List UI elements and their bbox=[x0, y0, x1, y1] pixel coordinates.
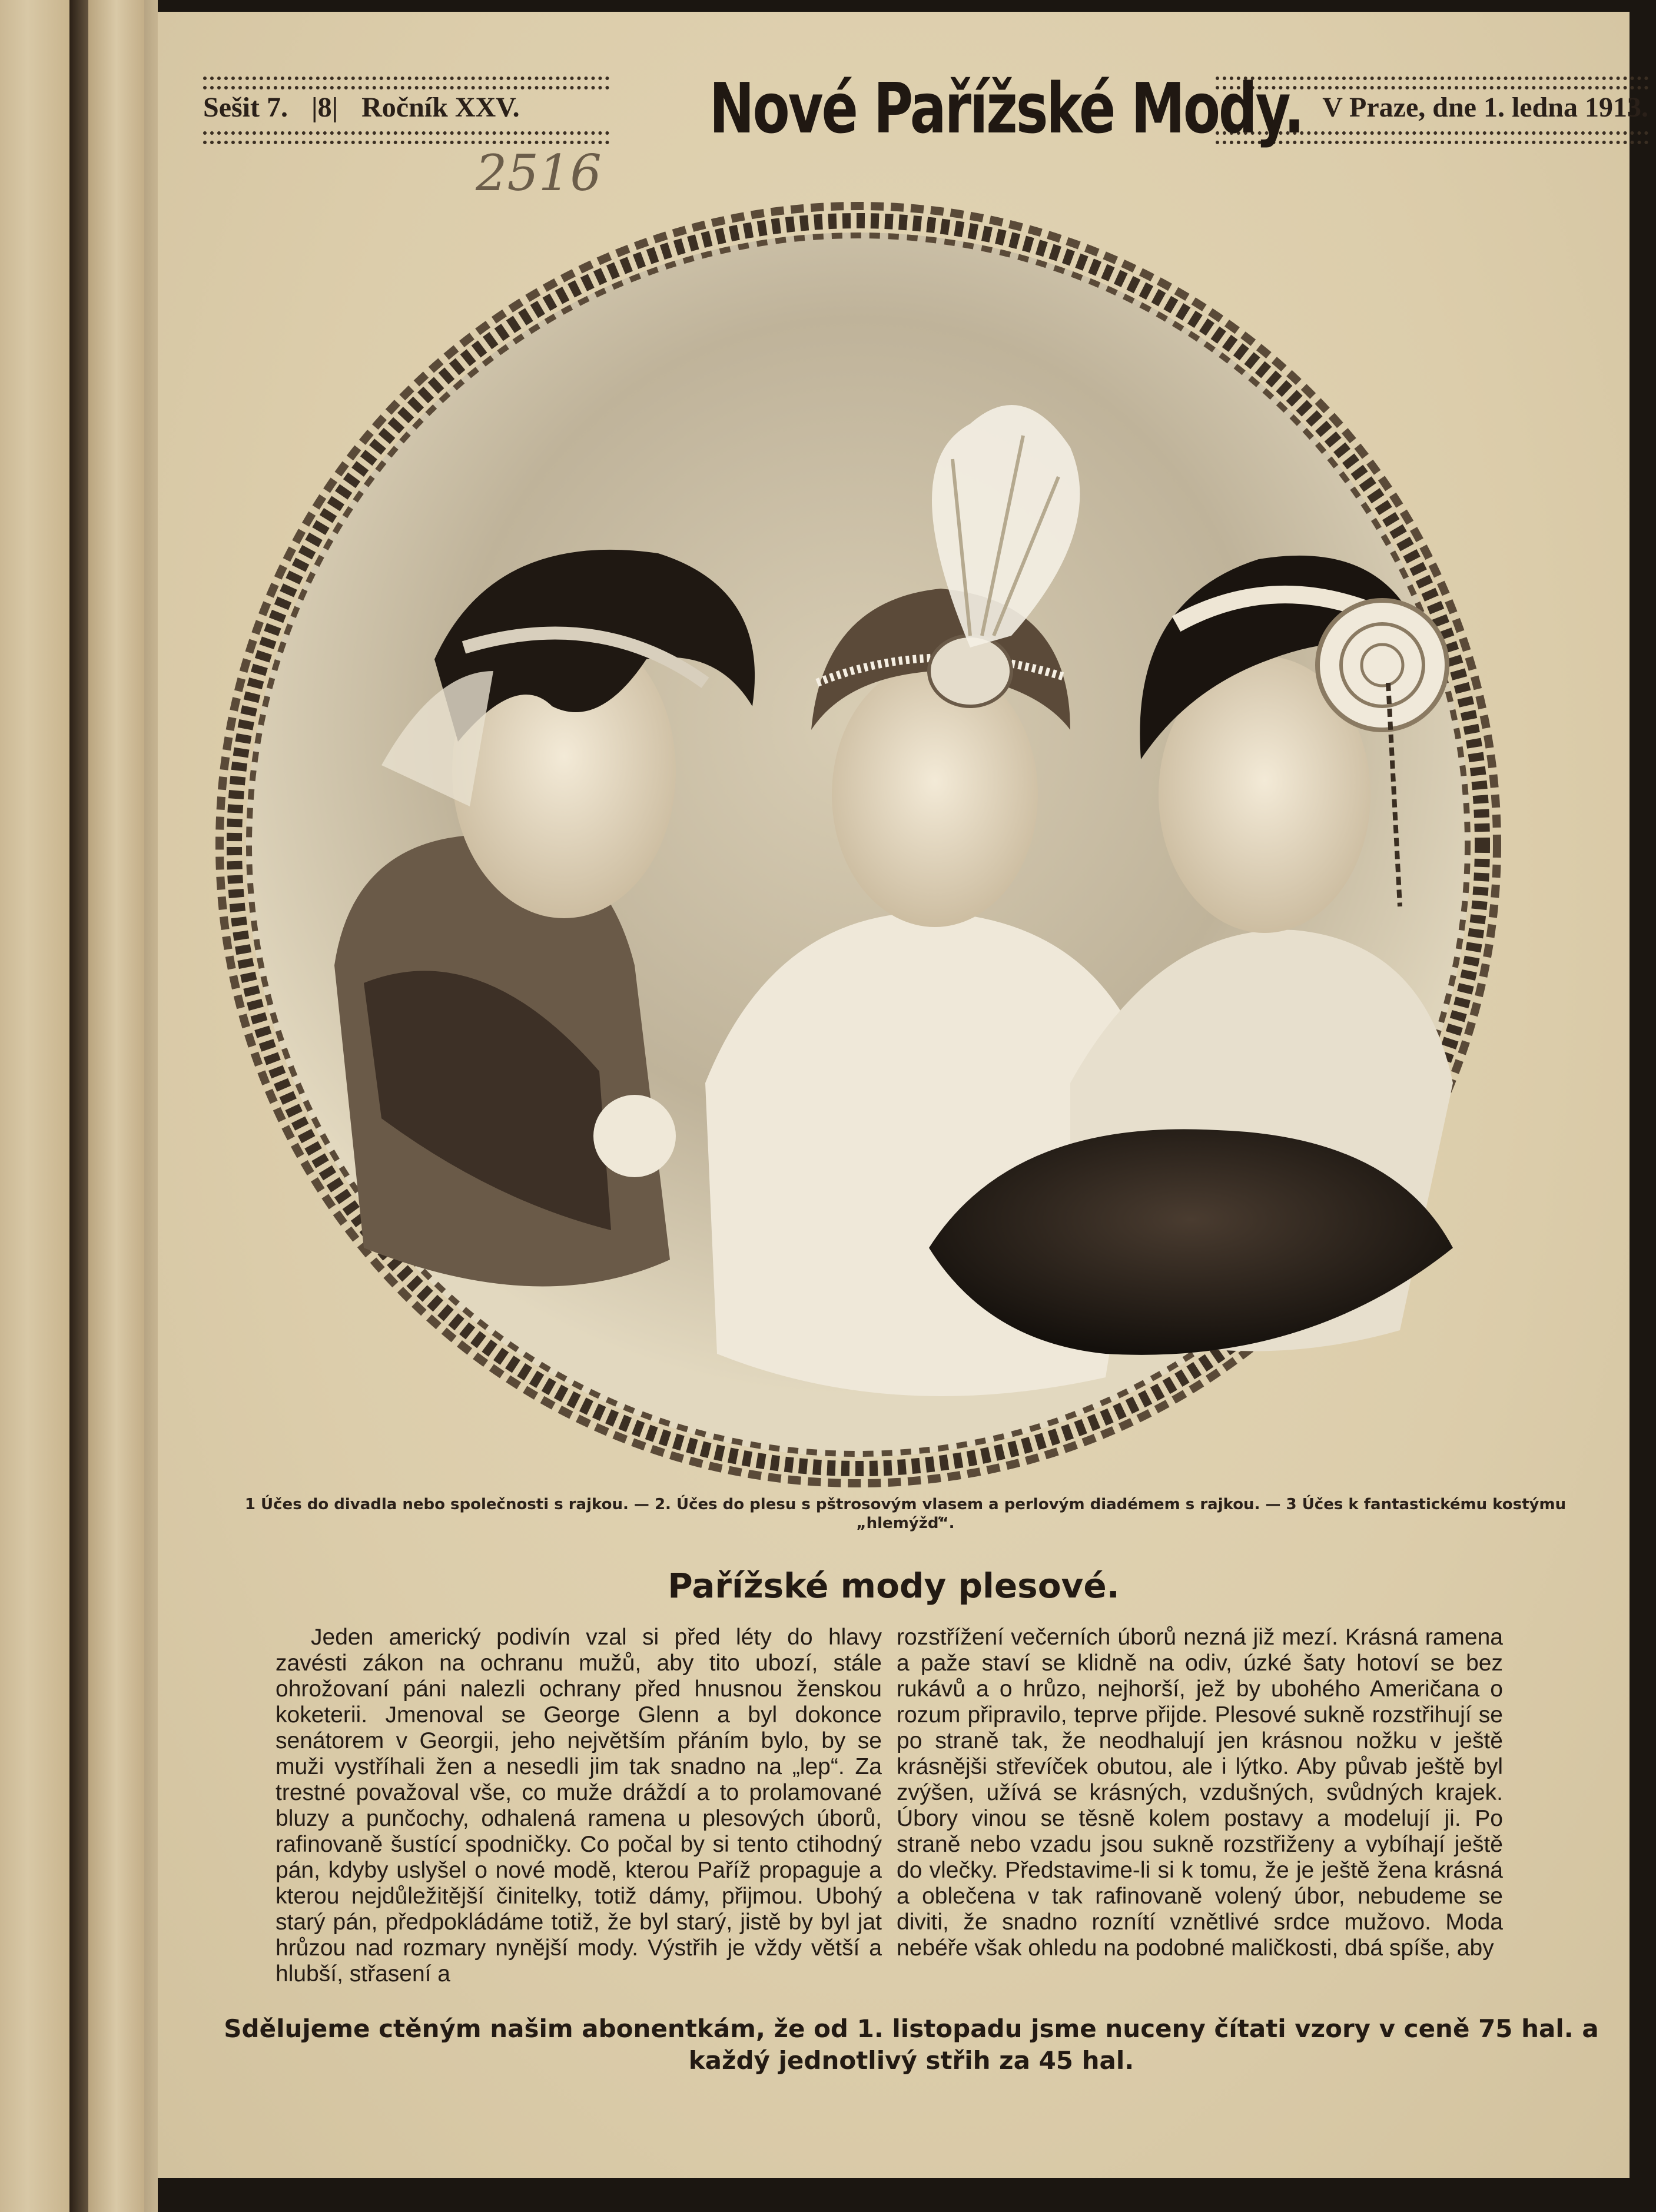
article-column-right bbox=[897, 1625, 1503, 1961]
dateline: V Praze, dne 1. ledna 1913. bbox=[1322, 92, 1648, 123]
book-spine bbox=[88, 0, 144, 2212]
handwritten-annotation: 2516 bbox=[476, 144, 602, 202]
masthead-rule-left-top bbox=[203, 77, 609, 89]
sheet-number: |8| bbox=[311, 92, 338, 123]
masthead bbox=[203, 56, 1648, 174]
masthead-rule-left-bottom bbox=[203, 131, 609, 144]
article-paragraph: Jeden americký podivín vzal si před léty do hlavy zavésti zákon na ochranu mužů, aby tito ubozí, stále ohrožovaní páni nalezli ochrany před hnusnou ženskou koketerii. Jmenoval se George Glenn a byl dokonce senátorem v Georgii, jeho největším přáním bylo, by se muži vystříhali žen a nesedli jim tak snadno na „lep“. Za trestné považoval vše, co muže dráždí a to prolamované bluzy a punčochy, odhalená ramena u plesových úborů, rafinovaně šustící spodničky. Co počal by si tento ctihodný pán, kdyby uslyšel o nové modě, kterou Paříž propaguje a kterou nejdůležitější činitelky, totiž dámy, přijmou. Ubohý starý pán, předpokládáme totiž, že byl starý, jistě by byl jat hrůzou nad rozmary nynější mody. Výstřih je vždy větší a hlubší, střasení a bbox=[276, 1625, 882, 1987]
subscriber-notice: Sdělujeme ctěným našim abonentkám, že od 1. listopadu jsme nuceny čítati vzory v ceně 75 hal. a každý jednotlivý střih za 45 hal. bbox=[224, 2014, 1599, 2075]
illustration-caption: 1 Účes do divadla nebo společnosti s rajkou. — 2. Účes do plesu s pštrosovým vlasem a perlovým diadémem s rajkou. — 3 Účes k fantastickému kostýmu „hlemýžď“. bbox=[244, 1496, 1567, 1532]
article-paragraph: rozstřížení večerních úborů nezná již mezí. Krásná ramena a paže staví se klidně na odiv, úzké šaty hotoví se bez rukávů a o hrůzo, nejhorší, jež by ubohého Američana o rozum připravilo, teprve přijde. Plesové sukně rozstřihují se po straně tak, že neodhalují jen krásnou nožku v ještě krásnějši střevíček obutou, ale i lýtko. Aby půvab ještě byl zvýšen, užívá se krásných, vzdušných, svůdných krajek. Úbory vinou se těsně kolem postavy a modelují ji. Po straně nebo vzadu jsou sukně rozstřiženy a vybíhají ještě do vlečky. Představime-li si k tomu, že je ještě žena krásná a oblečena v tak rafinovaně volený úbor, nebudeme se diviti, že snadno roznítí vznětlivé srdce mužovo. Moda nebéře však ohledu na podobné maličkosti, dbá spíše, aby bbox=[897, 1625, 1503, 1961]
adjacent-page-edge bbox=[0, 0, 69, 2212]
volume-number: Ročník XXV. bbox=[361, 92, 520, 123]
hairstyle-illustration bbox=[187, 200, 1529, 1513]
article-title: Pařížské mody plesové. bbox=[668, 1566, 1120, 1606]
magazine-page bbox=[158, 12, 1648, 2178]
masthead-issue-info bbox=[203, 91, 536, 124]
article-column-left bbox=[276, 1625, 882, 1987]
magazine-title: Nové Pařížské Mody. bbox=[709, 68, 1303, 149]
issue-number: Sešit 7. bbox=[203, 92, 288, 123]
